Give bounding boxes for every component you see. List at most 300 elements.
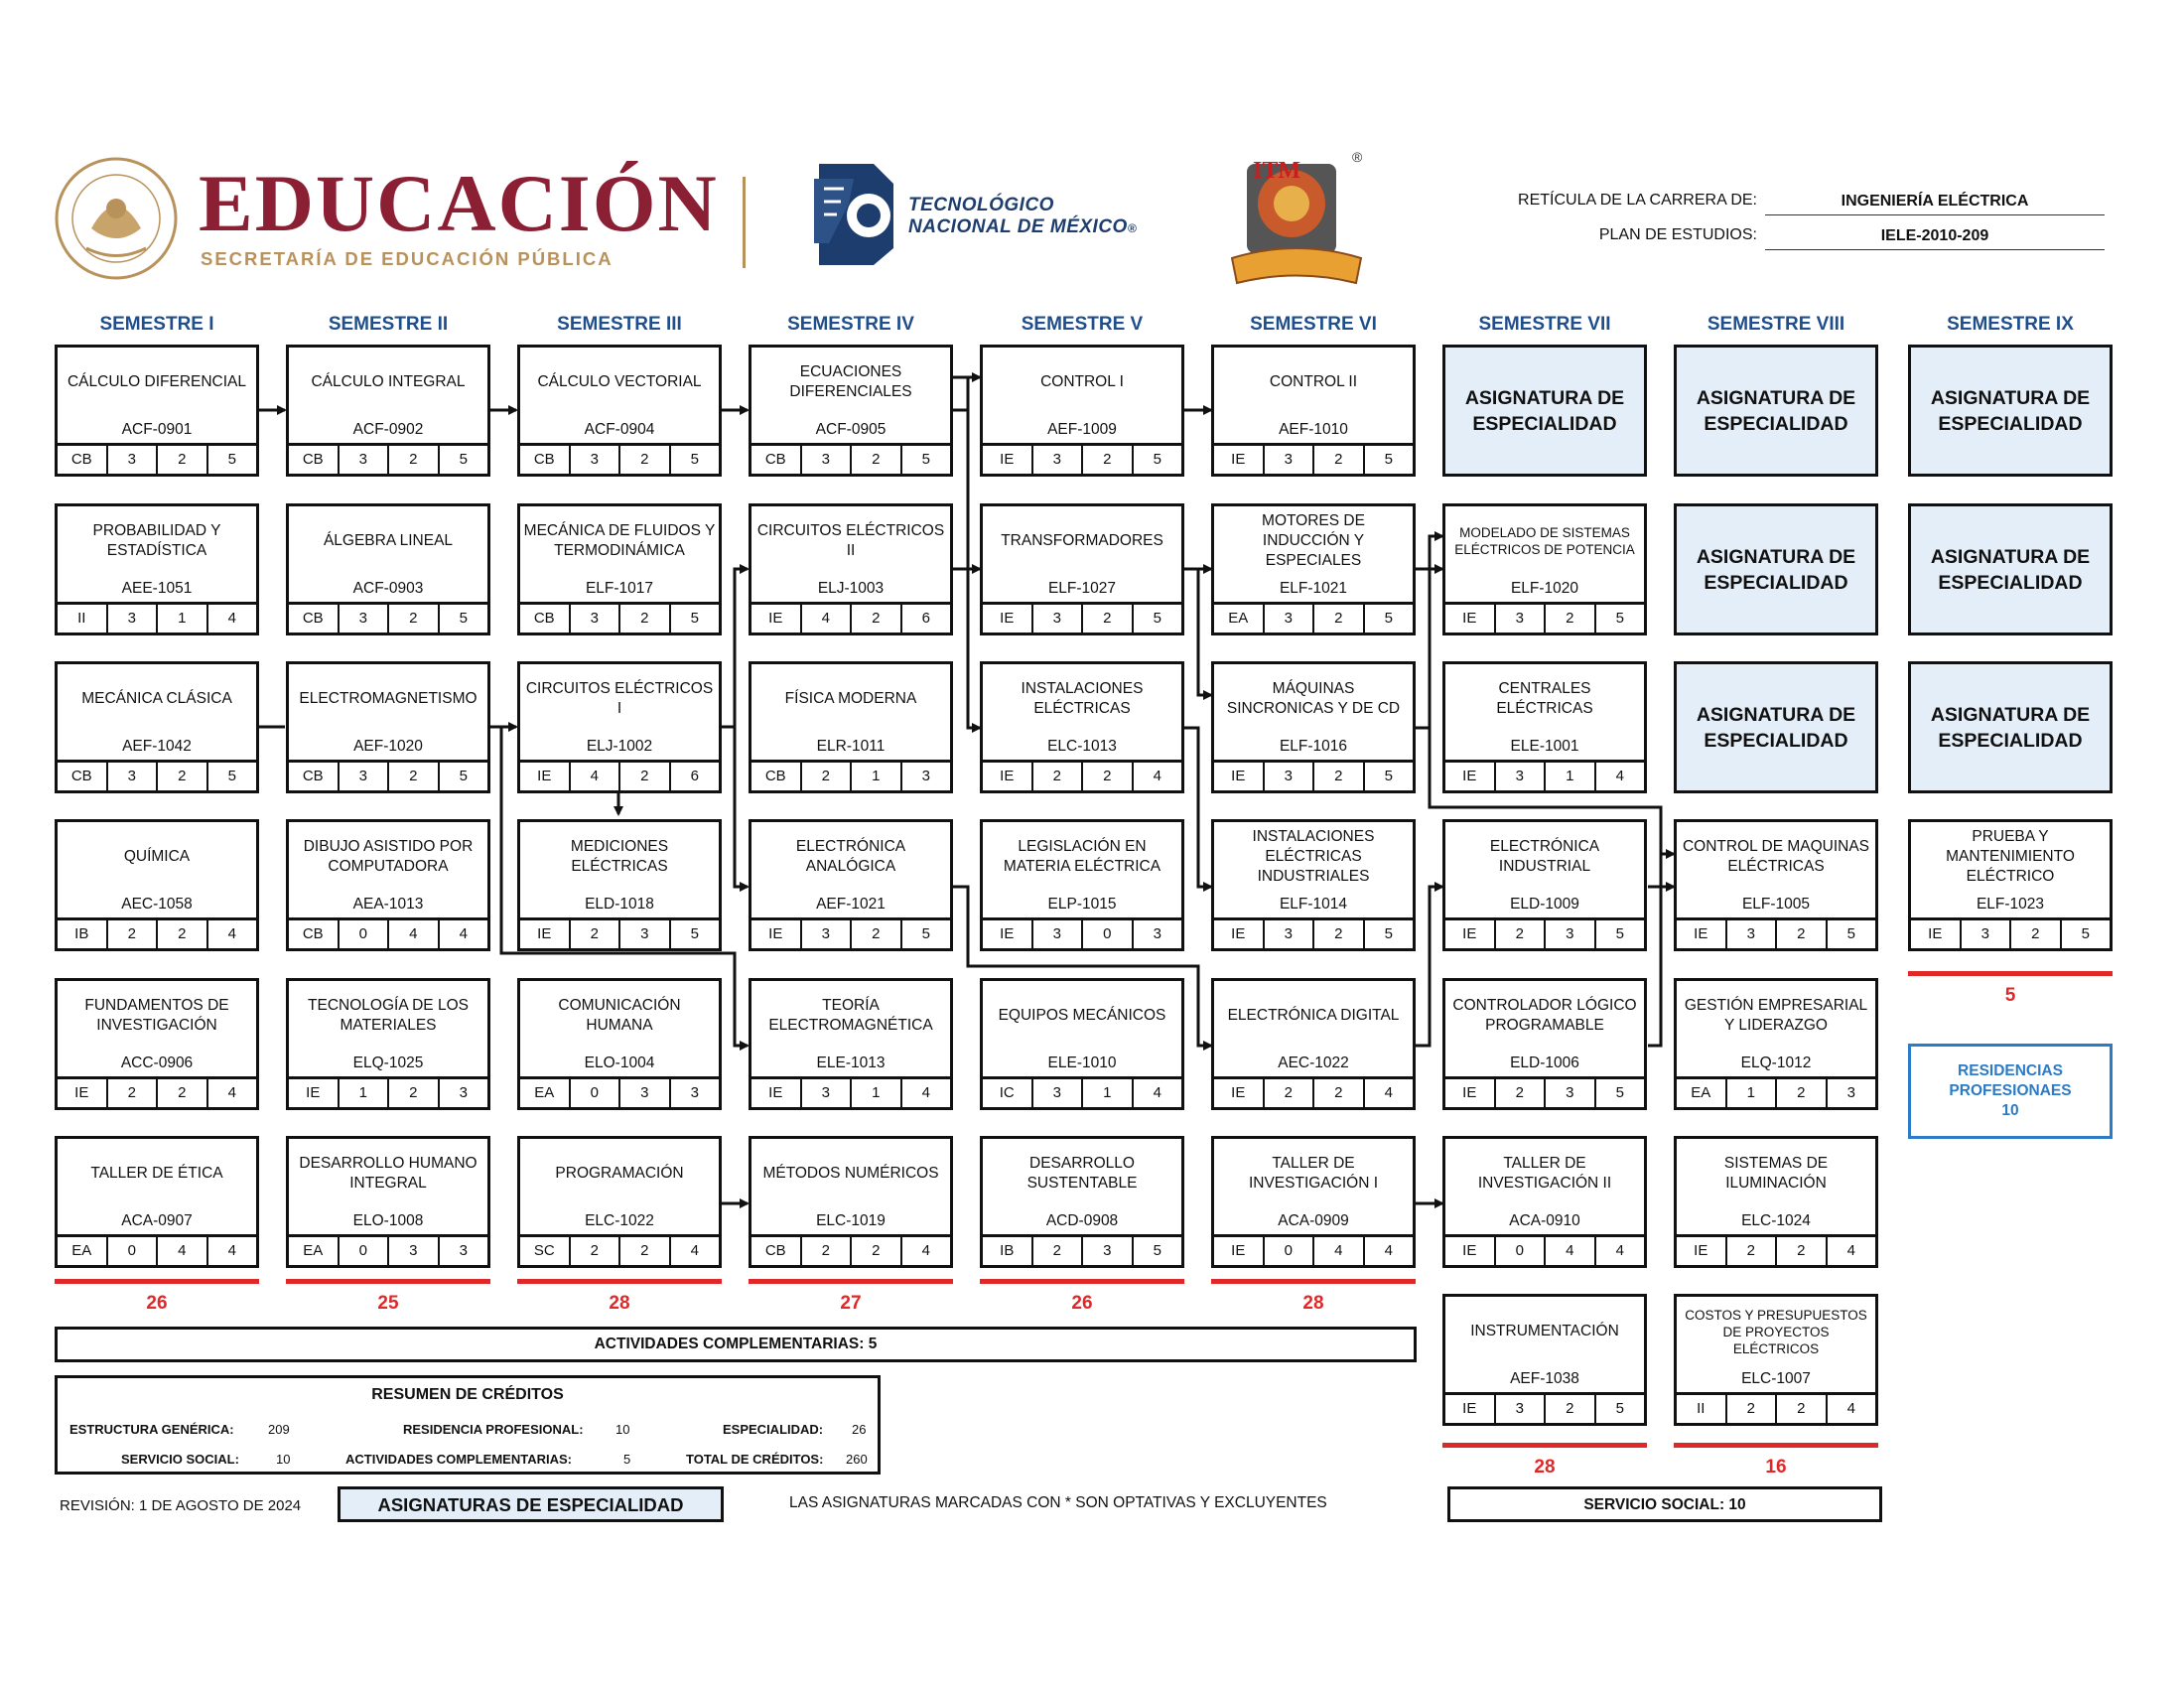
practice-hours: 1 bbox=[850, 1079, 900, 1107]
course-name: CIRCUITOS ELÉCTRICOS II bbox=[756, 522, 945, 559]
course-name: SISTEMAS DE ILUMINACIÓN bbox=[1723, 1155, 1829, 1192]
theory-hours: 1 bbox=[338, 1079, 388, 1107]
course-credits: 4 bbox=[1363, 1237, 1414, 1265]
course-code: ACF-0903 bbox=[352, 580, 424, 597]
theory-hours: 2 bbox=[569, 920, 619, 948]
course-name: TALLER DE INVESTIGACIÓN II bbox=[1477, 1155, 1612, 1192]
theory-hours: 2 bbox=[106, 1079, 157, 1107]
course-hours-grid bbox=[1677, 1234, 1875, 1265]
course-name: EQUIPOS MECÁNICOS bbox=[998, 1007, 1166, 1024]
theory-hours: 0 bbox=[106, 1237, 157, 1265]
course-code: ELF-1021 bbox=[1279, 580, 1348, 597]
course-code: ACF-0901 bbox=[121, 421, 193, 438]
course-hours-grid bbox=[58, 1076, 256, 1107]
theory-hours: 0 bbox=[338, 920, 388, 948]
semester-credit-total: 26 bbox=[146, 1293, 168, 1314]
practice-hours: 2 bbox=[1775, 920, 1826, 948]
theory-hours: 3 bbox=[569, 605, 619, 633]
course-card bbox=[1674, 819, 1878, 951]
practice-hours: 3 bbox=[618, 920, 669, 948]
semester-credit-total: 28 bbox=[1534, 1457, 1556, 1477]
course-code: AEC-1058 bbox=[121, 896, 193, 913]
theory-hours: 2 bbox=[800, 1237, 851, 1265]
practice-hours: 2 bbox=[1081, 446, 1132, 474]
residencias-value: 10 bbox=[2001, 1102, 2019, 1119]
course-type: IE bbox=[1231, 451, 1246, 468]
course-type: IE bbox=[306, 1084, 321, 1101]
practice-hours: 4 bbox=[156, 1237, 206, 1265]
course-card bbox=[980, 1136, 1184, 1268]
course-card bbox=[286, 661, 490, 793]
theory-hours: 3 bbox=[1494, 605, 1545, 633]
course-code: AEF-1020 bbox=[353, 738, 423, 755]
course-card bbox=[1211, 1136, 1416, 1268]
semester-header: SEMESTRE VI bbox=[1250, 314, 1377, 335]
course-name: ECUACIONES DIFERENCIALES bbox=[789, 363, 912, 400]
course-hours-grid bbox=[520, 1234, 719, 1265]
servicio-label: SERVICIO SOCIAL: bbox=[121, 1452, 239, 1467]
actividades-value: 5 bbox=[623, 1452, 631, 1467]
course-hours-grid bbox=[1445, 602, 1644, 633]
course-credits: 4 bbox=[206, 920, 257, 948]
semester-header: SEMESTRE II bbox=[328, 314, 449, 335]
course-hours-grid bbox=[751, 1234, 950, 1265]
course-credits: 5 bbox=[1132, 1237, 1182, 1265]
servicio-social-box: SERVICIO SOCIAL: 10 bbox=[1447, 1486, 1882, 1522]
course-hours-grid bbox=[58, 602, 256, 633]
course-hours-grid bbox=[983, 1076, 1181, 1107]
course-card bbox=[517, 661, 722, 793]
practice-hours: 4 bbox=[387, 920, 438, 948]
course-code: ELE-1013 bbox=[816, 1055, 886, 1071]
course-type: CB bbox=[302, 610, 324, 627]
summary-title: RESUMEN DE CRÉDITOS bbox=[371, 1386, 564, 1403]
tecnm-line1: TECNOLÓGICO bbox=[908, 195, 1054, 215]
practice-hours: 2 bbox=[850, 920, 900, 948]
course-code: ELD-1006 bbox=[1510, 1055, 1579, 1071]
course-name: CÁLCULO INTEGRAL bbox=[311, 373, 466, 390]
course-card bbox=[1211, 819, 1416, 951]
course-credits: 4 bbox=[1132, 1079, 1182, 1107]
theory-hours: 3 bbox=[106, 446, 157, 474]
course-code: ELD-1009 bbox=[1510, 896, 1579, 913]
course-code: ELF-1017 bbox=[585, 580, 654, 597]
theory-hours: 3 bbox=[338, 605, 388, 633]
theory-hours: 3 bbox=[1263, 605, 1313, 633]
itm-registered-mark: ® bbox=[1352, 149, 1363, 165]
course-card bbox=[1442, 819, 1647, 951]
course-hours-grid bbox=[289, 1234, 487, 1265]
credit-underline bbox=[286, 1279, 490, 1284]
practice-hours: 4 bbox=[1544, 1237, 1594, 1265]
course-card bbox=[749, 819, 953, 951]
course-hours-grid bbox=[1677, 1076, 1875, 1107]
course-code: ELF-1023 bbox=[1976, 896, 2045, 913]
theory-hours: 3 bbox=[1031, 605, 1082, 633]
practice-hours: 2 bbox=[618, 763, 669, 790]
course-name: PROGRAMACIÓN bbox=[555, 1165, 684, 1182]
course-card bbox=[517, 503, 722, 635]
course-type: CB bbox=[302, 451, 324, 468]
credit-summary bbox=[55, 1375, 881, 1475]
semester-header: SEMESTRE III bbox=[557, 314, 682, 335]
course-hours-grid bbox=[58, 760, 256, 790]
practice-hours: 2 bbox=[1312, 605, 1363, 633]
theory-hours: 2 bbox=[106, 920, 157, 948]
course-credits: 3 bbox=[1826, 1079, 1876, 1107]
credit-underline bbox=[980, 1279, 1184, 1284]
practice-hours: 3 bbox=[1544, 920, 1594, 948]
course-card bbox=[1442, 503, 1647, 635]
theory-hours: 4 bbox=[569, 763, 619, 790]
course-credits: 4 bbox=[900, 1079, 951, 1107]
course-type: IE bbox=[537, 925, 552, 942]
course-hours-grid bbox=[58, 1234, 256, 1265]
course-credits: 6 bbox=[669, 763, 720, 790]
connector bbox=[1198, 569, 1211, 695]
course-code: ELE-1001 bbox=[1510, 738, 1579, 755]
course-hours-grid bbox=[983, 602, 1181, 633]
practice-hours: 2 bbox=[850, 446, 900, 474]
connector bbox=[1416, 887, 1442, 1046]
practice-hours: 2 bbox=[387, 763, 438, 790]
course-card bbox=[749, 1136, 953, 1268]
practice-hours: 2 bbox=[387, 1079, 438, 1107]
course-name: CONTROL DE MAQUINAS ELÉCTRICAS bbox=[1682, 838, 1870, 875]
theory-hours: 2 bbox=[1031, 1237, 1082, 1265]
theory-hours: 3 bbox=[1031, 920, 1082, 948]
course-code: ELP-1015 bbox=[1047, 896, 1117, 913]
course-credits: 4 bbox=[1594, 1237, 1645, 1265]
course-type: EA bbox=[1691, 1084, 1711, 1101]
course-type: EA bbox=[303, 1242, 324, 1259]
semester-header: SEMESTRE I bbox=[99, 314, 214, 335]
course-type: CB bbox=[533, 610, 555, 627]
course-hours-grid bbox=[983, 760, 1181, 790]
course-code: ACD-0908 bbox=[1045, 1212, 1119, 1229]
course-type: EA bbox=[1228, 610, 1249, 627]
semester-header: SEMESTRE IX bbox=[1947, 314, 2074, 335]
course-credits: 5 bbox=[438, 446, 488, 474]
course-type: IE bbox=[537, 768, 552, 784]
course-code: AEF-1021 bbox=[816, 896, 886, 913]
semester-header: SEMESTRE V bbox=[1021, 314, 1144, 335]
course-type: IE bbox=[1000, 451, 1015, 468]
course-card bbox=[1211, 978, 1416, 1110]
theory-hours: 3 bbox=[1494, 763, 1545, 790]
course-credits: 5 bbox=[206, 763, 257, 790]
especialidad-value: 26 bbox=[852, 1422, 867, 1437]
course-credits: 4 bbox=[669, 1237, 720, 1265]
course-code: AEF-1038 bbox=[1510, 1370, 1579, 1387]
course-name: FUNDAMENTOS DE INVESTIGACIÓN bbox=[84, 997, 229, 1034]
course-card bbox=[1674, 978, 1878, 1110]
course-hours-grid bbox=[1677, 1392, 1875, 1423]
course-hours-grid bbox=[1445, 1392, 1644, 1423]
course-name: ELECTRÓNICA DIGITAL bbox=[1227, 1007, 1400, 1024]
theory-hours: 0 bbox=[1494, 1237, 1545, 1265]
course-type: II bbox=[77, 610, 86, 627]
course-name: MEDICIONES ELÉCTRICAS bbox=[570, 838, 669, 875]
course-hours-grid bbox=[1214, 1234, 1413, 1265]
course-type: IE bbox=[1231, 1242, 1246, 1259]
course-name: MÁQUINAS SINCRONICAS Y DE CD bbox=[1226, 680, 1401, 717]
course-credits: 5 bbox=[438, 763, 488, 790]
course-name: QUÍMICA bbox=[123, 848, 191, 865]
specialty-slot: ASIGNATURA DE ESPECIALIDAD bbox=[1908, 503, 2113, 635]
practice-hours: 2 bbox=[1081, 605, 1132, 633]
specialty-slot: ASIGNATURA DE ESPECIALIDAD bbox=[1908, 661, 2113, 793]
theory-hours: 3 bbox=[1031, 1079, 1082, 1107]
course-type: SC bbox=[533, 1242, 555, 1259]
semester-credit-total: 26 bbox=[1071, 1293, 1093, 1314]
course-hours-grid bbox=[289, 760, 487, 790]
practice-hours: 2 bbox=[1312, 763, 1363, 790]
course-name: MODELADO DE SISTEMAS ELÉCTRICOS DE POTENCIA bbox=[1454, 525, 1635, 557]
credit-underline bbox=[749, 1279, 953, 1284]
course-name: INSTALACIONES ELÉCTRICAS INDUSTRIALES bbox=[1252, 828, 1375, 885]
course-credits: 5 bbox=[669, 605, 720, 633]
connector bbox=[1416, 536, 1442, 569]
course-credits: 4 bbox=[1132, 763, 1182, 790]
course-code: ACA-0907 bbox=[121, 1212, 193, 1229]
theory-hours: 1 bbox=[1725, 1079, 1776, 1107]
course-card bbox=[286, 345, 490, 477]
course-hours-grid bbox=[1445, 1234, 1644, 1265]
course-name: DESARROLLO SUSTENTABLE bbox=[1026, 1155, 1138, 1192]
practice-hours: 2 bbox=[1312, 1079, 1363, 1107]
course-credits: 5 bbox=[438, 605, 488, 633]
course-hours-grid bbox=[983, 917, 1181, 948]
course-credits: 5 bbox=[1132, 605, 1182, 633]
generica-value: 209 bbox=[268, 1422, 290, 1437]
course-credits: 4 bbox=[1363, 1079, 1414, 1107]
practice-hours: 2 bbox=[618, 1237, 669, 1265]
practice-hours: 2 bbox=[618, 446, 669, 474]
course-credits: 4 bbox=[206, 1237, 257, 1265]
course-card bbox=[286, 503, 490, 635]
theory-hours: 3 bbox=[1725, 920, 1776, 948]
course-type: CB bbox=[764, 768, 786, 784]
course-hours-grid bbox=[289, 917, 487, 948]
specialty-slot: ASIGNATURA DE ESPECIALIDAD bbox=[1674, 503, 1878, 635]
semester-credit-total: 28 bbox=[1302, 1293, 1324, 1314]
course-type: IE bbox=[1000, 768, 1015, 784]
connector bbox=[1416, 569, 1442, 728]
course-code: ACF-0902 bbox=[352, 421, 424, 438]
generica-label: ESTRUCTURA GENÉRICA: bbox=[69, 1422, 234, 1437]
course-card bbox=[517, 819, 722, 951]
course-type: IE bbox=[768, 925, 783, 942]
practice-hours: 2 bbox=[2009, 920, 2060, 948]
practice-hours: 2 bbox=[1081, 763, 1132, 790]
practice-hours: 2 bbox=[1775, 1395, 1826, 1423]
course-name: TALLER DE ÉTICA bbox=[90, 1165, 223, 1182]
course-code: ELC-1024 bbox=[1741, 1212, 1811, 1229]
servicio-value: 10 bbox=[276, 1452, 291, 1467]
course-card bbox=[517, 345, 722, 477]
course-hours-grid bbox=[1214, 917, 1413, 948]
course-card bbox=[749, 503, 953, 635]
practice-hours: 3 bbox=[387, 1237, 438, 1265]
course-name: INSTRUMENTACIÓN bbox=[1470, 1323, 1619, 1339]
connector bbox=[1648, 854, 1661, 887]
total-value: 260 bbox=[846, 1452, 868, 1467]
course-card bbox=[749, 661, 953, 793]
course-type: CB bbox=[302, 925, 324, 942]
course-hours-grid bbox=[1677, 917, 1875, 948]
practice-hours: 2 bbox=[156, 920, 206, 948]
course-card bbox=[286, 819, 490, 951]
course-credits: 5 bbox=[1363, 763, 1414, 790]
course-name: CÁLCULO DIFERENCIAL bbox=[67, 373, 246, 390]
theory-hours: 3 bbox=[800, 1079, 851, 1107]
course-card bbox=[1442, 978, 1647, 1110]
practice-hours: 2 bbox=[387, 446, 438, 474]
practice-hours: 2 bbox=[850, 605, 900, 633]
course-name: CONTROLADOR LÓGICO PROGRAMABLE bbox=[1452, 997, 1637, 1034]
course-code: AEE-1051 bbox=[121, 580, 193, 597]
course-type: IE bbox=[1462, 1242, 1477, 1259]
course-type: IE bbox=[768, 610, 783, 627]
course-credits: 4 bbox=[206, 1079, 257, 1107]
course-type: IE bbox=[1462, 610, 1477, 627]
connector bbox=[721, 569, 748, 727]
course-name: ELECTRÓNICA ANALÓGICA bbox=[795, 838, 906, 875]
course-hours-grid bbox=[751, 760, 950, 790]
course-hours-grid bbox=[520, 1076, 719, 1107]
residencia-value: 10 bbox=[615, 1422, 630, 1437]
course-hours-grid bbox=[983, 443, 1181, 474]
course-credits: 3 bbox=[438, 1237, 488, 1265]
course-hours-grid bbox=[520, 760, 719, 790]
course-card bbox=[55, 978, 259, 1110]
residencias-box bbox=[1908, 1044, 2113, 1139]
practice-hours: 2 bbox=[618, 605, 669, 633]
course-type: IE bbox=[1000, 925, 1015, 942]
course-code: ACA-0910 bbox=[1509, 1212, 1580, 1229]
course-name: TECNOLOGÍA DE LOS MATERIALES bbox=[308, 997, 469, 1034]
theory-hours: 3 bbox=[338, 763, 388, 790]
course-code: ELF-1005 bbox=[1741, 896, 1811, 913]
practice-hours: 2 bbox=[156, 1079, 206, 1107]
course-credits: 5 bbox=[1363, 605, 1414, 633]
course-type: IE bbox=[1694, 925, 1708, 942]
course-name: CONTROL II bbox=[1269, 373, 1358, 390]
course-card bbox=[1674, 1136, 1878, 1268]
course-card bbox=[55, 661, 259, 793]
course-type: IE bbox=[1231, 1084, 1246, 1101]
course-type: CB bbox=[533, 451, 555, 468]
course-type: CB bbox=[70, 768, 92, 784]
course-name: CONTROL I bbox=[1040, 373, 1124, 390]
theory-hours: 3 bbox=[569, 446, 619, 474]
theory-hours: 3 bbox=[1263, 763, 1313, 790]
residencia-label: RESIDENCIA PROFESIONAL: bbox=[403, 1422, 584, 1437]
course-card bbox=[1674, 1294, 1878, 1426]
course-name: FÍSICA MODERNA bbox=[784, 690, 917, 707]
theory-hours: 0 bbox=[338, 1237, 388, 1265]
theory-hours: 2 bbox=[1263, 1079, 1313, 1107]
practice-hours: 2 bbox=[1544, 1395, 1594, 1423]
course-name: DIBUJO ASISTIDO POR COMPUTADORA bbox=[303, 838, 474, 875]
course-code: AEF-1042 bbox=[122, 738, 192, 755]
course-card bbox=[1442, 1294, 1647, 1426]
course-type: IE bbox=[1928, 925, 1943, 942]
residencias-line2: PROFESIONAES bbox=[1949, 1082, 2072, 1099]
practice-hours: 2 bbox=[1775, 1079, 1826, 1107]
course-credits: 4 bbox=[1826, 1237, 1876, 1265]
course-hours-grid bbox=[289, 443, 487, 474]
plan-value: IELE-2010-209 bbox=[1765, 223, 2105, 250]
course-card bbox=[1211, 503, 1416, 635]
course-code: ELF-1016 bbox=[1279, 738, 1348, 755]
theory-hours: 2 bbox=[1725, 1395, 1776, 1423]
course-credits: 3 bbox=[438, 1079, 488, 1107]
course-credits: 5 bbox=[1594, 920, 1645, 948]
residencias-line1: RESIDENCIAS bbox=[1958, 1062, 2063, 1079]
semester-credit-total: 25 bbox=[377, 1293, 399, 1314]
course-name: TEORÍA ELECTROMAGNÉTICA bbox=[768, 997, 933, 1034]
course-type: IE bbox=[1231, 925, 1246, 942]
course-code: ELF-1014 bbox=[1279, 896, 1348, 913]
tecnm-line2: NACIONAL DE MÉXICO® bbox=[908, 216, 1138, 237]
course-hours-grid bbox=[751, 602, 950, 633]
theory-hours: 0 bbox=[1263, 1237, 1313, 1265]
course-code: ELO-1004 bbox=[584, 1055, 655, 1071]
course-hours-grid bbox=[520, 602, 719, 633]
course-card bbox=[1442, 1136, 1647, 1268]
course-code: ELC-1022 bbox=[585, 1212, 654, 1229]
course-credits: 5 bbox=[206, 446, 257, 474]
course-card bbox=[749, 978, 953, 1110]
course-card bbox=[980, 345, 1184, 477]
course-type: EA bbox=[71, 1242, 92, 1259]
course-credits: 5 bbox=[1363, 920, 1414, 948]
course-name: TRANSFORMADORES bbox=[1001, 532, 1163, 549]
course-hours-grid bbox=[1445, 1076, 1644, 1107]
credit-underline bbox=[1442, 1443, 1647, 1448]
semester-credit-total: 5 bbox=[2004, 985, 2016, 1006]
connector bbox=[735, 727, 748, 887]
itm-logo-text: ITM bbox=[1253, 158, 1300, 184]
course-name: CÁLCULO VECTORIAL bbox=[537, 373, 702, 390]
practice-hours: 2 bbox=[1312, 446, 1363, 474]
course-type: CB bbox=[764, 1242, 786, 1259]
course-name: ÁLGEBRA LINEAL bbox=[323, 532, 454, 549]
course-type: IE bbox=[1462, 1400, 1477, 1417]
course-code: ACA-0909 bbox=[1278, 1212, 1349, 1229]
course-credits: 5 bbox=[1826, 920, 1876, 948]
course-hours-grid bbox=[1214, 1076, 1413, 1107]
course-type: IE bbox=[768, 1084, 783, 1101]
course-code: ELJ-1002 bbox=[586, 738, 653, 755]
course-hours-grid bbox=[1214, 602, 1413, 633]
course-credits: 5 bbox=[900, 920, 951, 948]
course-card bbox=[55, 819, 259, 951]
course-credits: 5 bbox=[1594, 1395, 1645, 1423]
course-name: MOTORES DE INDUCCIÓN Y ESPECIALES bbox=[1262, 512, 1365, 569]
practice-hours: 2 bbox=[156, 763, 206, 790]
course-hours-grid bbox=[1911, 917, 2110, 948]
theory-hours: 3 bbox=[106, 605, 157, 633]
practice-hours: 1 bbox=[156, 605, 206, 633]
course-hours-grid bbox=[58, 443, 256, 474]
brand-subtitle: SECRETARÍA DE EDUCACIÓN PÚBLICA bbox=[201, 248, 614, 269]
course-card bbox=[1442, 661, 1647, 793]
specialty-legend: ASIGNATURAS DE ESPECIALIDAD bbox=[338, 1486, 724, 1522]
theory-hours: 2 bbox=[1494, 920, 1545, 948]
